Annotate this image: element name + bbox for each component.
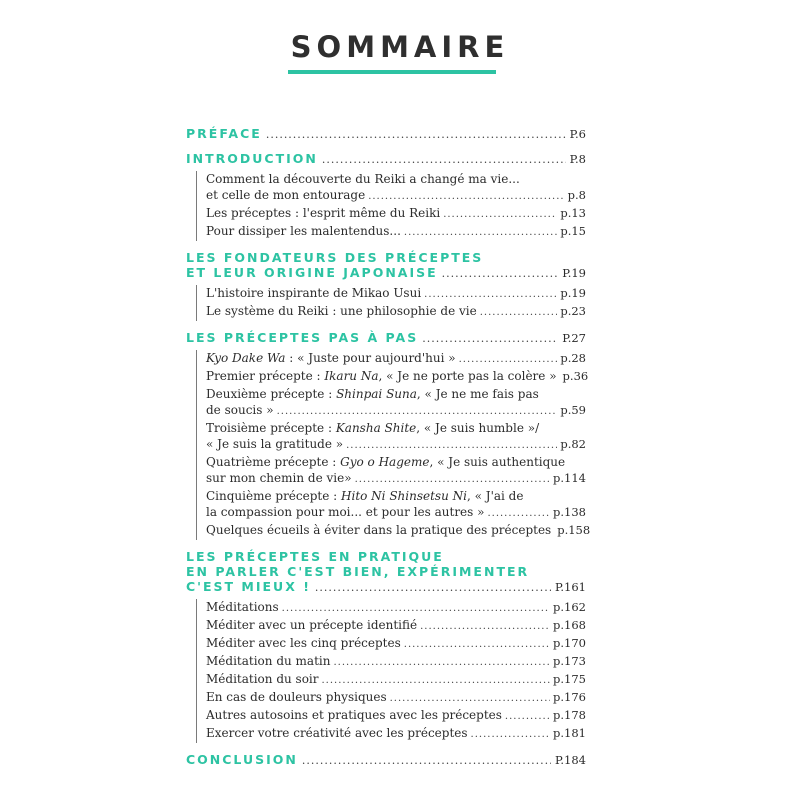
entry-line (206, 420, 586, 436)
dot-leader (333, 655, 550, 671)
entry-text: Autres autosoins et pratiques avec les préceptes (206, 708, 502, 722)
entry-text: Pour dissiper les malentendus... (206, 224, 401, 238)
entry-line (206, 285, 586, 303)
toc-section (186, 126, 586, 142)
entry-page-number: p.28 (560, 351, 586, 365)
entry-page-number: p.158 (557, 523, 591, 537)
toc-entry (206, 205, 586, 223)
dot-leader (346, 438, 557, 454)
entry-line (206, 653, 586, 671)
entry-line (206, 223, 586, 241)
entry-line (206, 671, 586, 689)
dot-leader (443, 207, 557, 223)
dot-leader (505, 709, 550, 725)
entry-page-number: p.19 (560, 286, 586, 300)
entry-line (206, 635, 586, 653)
section-page-number: P.8 (569, 152, 586, 166)
section-heading (186, 549, 586, 595)
section-heading-text: C'EST MIEUX ! (186, 579, 311, 594)
entry-line (206, 171, 586, 187)
section-heading (186, 752, 586, 768)
dot-leader (420, 619, 550, 635)
entry-text: Exercer votre créativité avec les préceptes (206, 726, 468, 740)
toc-entry (206, 350, 586, 368)
entry-page-number: p.173 (553, 654, 586, 668)
section-heading (186, 126, 586, 142)
entry-line (206, 599, 586, 617)
section-heading-text: EN PARLER C'EST BIEN, EXPÉRIMENTER (186, 564, 530, 579)
section-heading-line (186, 126, 586, 142)
precept-name: Hito Ni Shinsetsu Ni (341, 489, 467, 503)
toc-section (186, 151, 586, 241)
section-heading-line (186, 564, 586, 579)
section-heading-text: LES PRÉCEPTES PAS À PAS (186, 330, 419, 345)
section-page-number: P.6 (569, 127, 586, 141)
precept-name: Kansha Shite (335, 421, 417, 435)
dot-leader (487, 506, 550, 522)
entry-text: Méditation du soir (206, 672, 319, 686)
dot-leader (322, 673, 551, 689)
entry-line (206, 504, 586, 522)
entry-line (206, 725, 586, 743)
entry-line (206, 205, 586, 223)
dot-leader (404, 225, 557, 241)
dot-leader (355, 472, 550, 488)
entry-line (206, 187, 586, 205)
entry-page-number: p.8 (567, 188, 586, 202)
entry-line (206, 707, 586, 725)
entry-line (206, 350, 586, 368)
dot-leader (266, 127, 566, 142)
entry-page-number: p.13 (560, 206, 586, 220)
toc-section (186, 330, 591, 540)
section-page-number: P.161 (554, 580, 586, 594)
toc-entry (206, 671, 586, 689)
entry-page-number: p.36 (562, 369, 589, 383)
toc-entry (206, 689, 586, 707)
title-underline (288, 70, 496, 74)
section-heading-line (186, 752, 586, 768)
dot-leader (315, 580, 551, 595)
dot-leader (277, 404, 558, 420)
dot-leader (390, 691, 550, 707)
entry-line (206, 386, 586, 402)
toc-entry (206, 488, 586, 522)
precept-name: Ikaru Na (324, 369, 379, 383)
toc-entry (206, 599, 586, 617)
entry-line (206, 617, 586, 635)
entry-line (206, 402, 586, 420)
entry-page-number: p.114 (553, 471, 586, 485)
dot-leader (282, 601, 550, 617)
section-heading (186, 250, 586, 281)
toc-section (186, 549, 586, 743)
dot-leader (459, 352, 558, 368)
toc-entry (206, 725, 586, 743)
entry-text: Deuxième précepte : Shinpai Suna, « Je ne me fais pas (206, 387, 539, 401)
section-heading-line (186, 265, 586, 281)
section-page-number: P.184 (554, 753, 586, 767)
entry-line (206, 522, 591, 540)
entry-text: Méditer avec un précepte identifié (206, 618, 418, 632)
dot-leader (404, 637, 550, 653)
section-heading-line (186, 330, 586, 346)
entry-list (196, 599, 586, 743)
section-heading (186, 151, 586, 167)
section-heading-line (186, 579, 586, 595)
entry-line (206, 470, 586, 488)
entry-text: L'histoire inspirante de Mikao Usui (206, 286, 422, 300)
entry-text: Troisième précepte : Kansha Shite, « Je suis humble »/ (206, 421, 540, 435)
entry-page-number: p.170 (553, 636, 586, 650)
entry-text: Cinquième précepte : Hito Ni Shinsetsu Ni, « J'ai de (206, 489, 524, 503)
section-page-number: P.27 (562, 331, 586, 345)
entry-text: Quatrième précepte : Gyo o Hageme, « Je suis authentique (206, 455, 566, 469)
entry-page-number: p.82 (560, 437, 586, 451)
dot-leader (442, 266, 559, 281)
entry-page-number: p.23 (560, 304, 586, 318)
entry-list (196, 285, 586, 321)
section-heading-text: INTRODUCTION (186, 151, 318, 166)
entry-text: Premier précepte : Ikaru Na, « Je ne porte pas la colère » (206, 369, 557, 383)
toc-entry (206, 454, 586, 488)
section-heading-text: ET LEUR ORIGINE JAPONAISE (186, 265, 438, 280)
entry-text: de soucis » (206, 403, 274, 417)
section-heading-text: LES FONDATEURS DES PRÉCEPTES (186, 250, 484, 265)
section-heading (186, 330, 586, 346)
entry-page-number: p.176 (553, 690, 586, 704)
toc-entry (206, 386, 586, 420)
entry-text: Méditer avec les cinq préceptes (206, 636, 401, 650)
dot-leader (322, 152, 566, 167)
section-heading-text: CONCLUSION (186, 752, 298, 767)
entry-page-number: p.181 (553, 726, 586, 740)
dot-leader (302, 753, 551, 768)
toc-entry (206, 171, 586, 205)
entry-text: Quelques écueils à éviter dans la pratique des préceptes (206, 523, 552, 537)
entry-line (206, 488, 586, 504)
entry-list (196, 350, 591, 540)
precept-name: Shinpai Suna (336, 387, 417, 401)
section-heading-line (186, 250, 586, 265)
entry-text: la compassion pour moi... et pour les autres » (206, 505, 485, 519)
entry-list (196, 171, 586, 241)
entry-text: Le système du Reiki : une philosophie de vie (206, 304, 477, 318)
toc-section (186, 752, 586, 768)
entry-text: Comment la découverte du Reiki a changé ma vie... (206, 172, 520, 186)
toc-entry (206, 368, 589, 386)
entry-page-number: p.162 (553, 600, 586, 614)
precept-name: Gyo o Hageme (340, 455, 430, 469)
precept-name: Kyo Dake Wa (206, 351, 286, 365)
entry-page-number: p.59 (560, 403, 586, 417)
entry-text: Les préceptes : l'esprit même du Reiki (206, 206, 441, 220)
dot-leader (471, 727, 550, 743)
entry-text: « Je suis la gratitude » (206, 437, 344, 451)
table-of-contents (186, 126, 591, 777)
toc-entry (206, 223, 586, 241)
entry-text: et celle de mon entourage (206, 188, 366, 202)
dot-leader (422, 331, 558, 346)
entry-text: Méditations (206, 600, 279, 614)
toc-entry (206, 707, 586, 725)
toc-entry (206, 635, 586, 653)
entry-line (206, 436, 586, 454)
toc-section (186, 250, 586, 321)
dot-leader (368, 189, 564, 205)
section-page-number: P.19 (562, 266, 586, 280)
toc-entry (206, 420, 586, 454)
toc-entry (206, 303, 586, 321)
entry-text: Méditation du matin (206, 654, 331, 668)
toc-entry (206, 285, 586, 303)
entry-page-number: p.178 (553, 708, 586, 722)
entry-page-number: p.15 (560, 224, 586, 238)
entry-line (206, 368, 589, 386)
entry-line (206, 689, 586, 707)
section-heading-text: LES PRÉCEPTES EN PRATIQUE (186, 549, 444, 564)
entry-line (206, 303, 586, 321)
entry-page-number: p.168 (553, 618, 586, 632)
section-heading-text: PRÉFACE (186, 126, 262, 141)
toc-entry (206, 522, 591, 540)
entry-line (206, 454, 586, 470)
entry-text: sur mon chemin de vie» (206, 471, 352, 485)
entry-text: Kyo Dake Wa : « Juste pour aujourd'hui » (206, 351, 456, 365)
entry-page-number: p.175 (553, 672, 586, 686)
entry-text: En cas de douleurs physiques (206, 690, 387, 704)
dot-leader (480, 305, 558, 321)
dot-leader (424, 287, 557, 303)
toc-entry (206, 653, 586, 671)
section-heading-line (186, 151, 586, 167)
toc-entry (206, 617, 586, 635)
section-heading-line (186, 549, 586, 564)
page-title: SOMMAIRE (290, 30, 510, 64)
entry-page-number: p.138 (553, 505, 586, 519)
